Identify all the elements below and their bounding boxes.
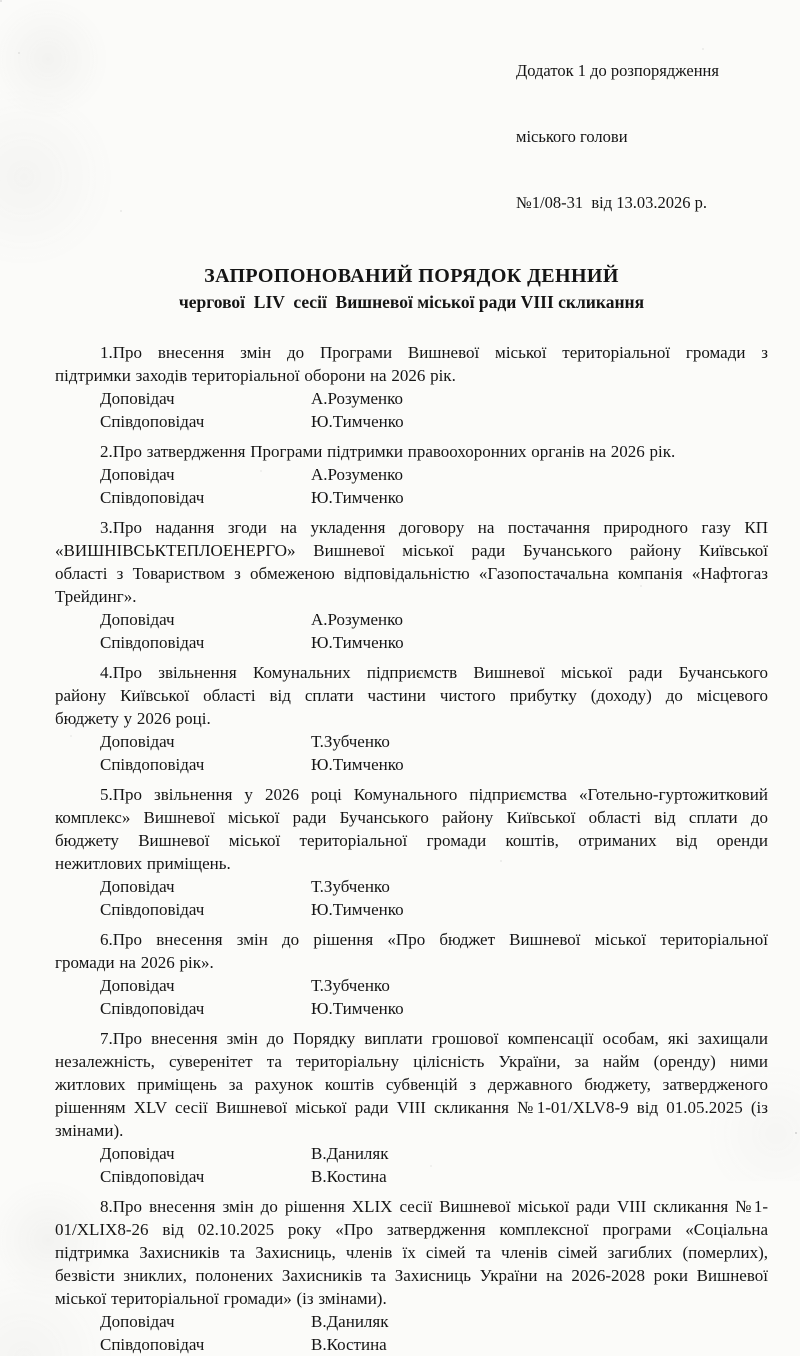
co-reporter-label: Співдоповідач: [100, 1167, 205, 1186]
reporter-name: А.Розуменко: [311, 389, 403, 408]
agenda-item-text-line: Трейдинг».: [55, 587, 137, 606]
agenda-item-text: [55, 661, 768, 730]
reporter-row: [100, 1142, 768, 1165]
agenda-item-4: [55, 661, 768, 776]
agenda-item-5: [55, 783, 768, 921]
agenda-item-text-line: області з Товариством з обмеженою відповідальністю «Газопостачальна компанія «Нафтогаз: [55, 564, 768, 583]
co-reporter-row: [100, 1165, 768, 1188]
agenda-item-text-line: підтримки заходів територіальної оборони на 2026 рік.: [55, 366, 456, 385]
co-reporter-row: [100, 753, 768, 776]
agenda-item-text-line: 7.Про внесення змін до Порядку виплати грошової компенсації особам, які захищали: [100, 1029, 768, 1048]
agenda-item-text: [55, 928, 768, 974]
agenda-item-text-line: 1.Про внесення змін до Програми Вишневої міської територіальної громади з: [100, 343, 768, 362]
co-reporter-row: [100, 997, 768, 1020]
reporter-label: Доповідач: [100, 465, 175, 484]
co-reporter-label: Співдоповідач: [100, 633, 205, 652]
co-reporter-row: [100, 898, 768, 921]
agenda-item-text-line: району Київської області від сплати частини чистого прибутку (доходу) до місцевого: [55, 686, 768, 705]
reporter-label: Доповідач: [100, 389, 175, 408]
reporter-label: Доповідач: [100, 976, 175, 995]
co-reporter-name: В.Костина: [311, 1335, 387, 1354]
agenda-item-text-line: 4.Про звільнення Комунальних підприємств Вишневої міської ради Бучанського: [100, 663, 768, 682]
reporter-row: [100, 875, 768, 898]
agenda-item-text-line: 8.Про внесення змін до рішення XLIX сесії Вишневої міської ради VIII скликання №1-: [100, 1197, 768, 1216]
co-reporter-name: Ю.Тимченко: [311, 755, 404, 774]
annex-note-line: міського голови: [516, 127, 628, 146]
agenda-item-text-line: 6.Про внесення змін до рішення «Про бюджет Вишневої міської територіальної: [100, 930, 768, 949]
co-reporter-name: Ю.Тимченко: [311, 633, 404, 652]
co-reporter-label: Співдоповідач: [100, 999, 205, 1018]
co-reporter-label: Співдоповідач: [100, 412, 205, 431]
reporter-row: [100, 1310, 768, 1333]
agenda-item-text-line: нежитлових приміщень.: [55, 854, 231, 873]
agenda-item-8: [55, 1195, 768, 1356]
co-reporter-row: [100, 631, 768, 654]
agenda-item-6: [55, 928, 768, 1020]
agenda-item-text-line: змінами).: [55, 1121, 124, 1140]
agenda-item-text: [55, 783, 768, 875]
agenda-item-text-line: рішенням XLV сесії Вишневої міської ради VIII скликання №1-01/XLV8-9 від 01.05.2025 (із: [55, 1098, 768, 1117]
reporter-name: Т.Зубченко: [311, 732, 390, 751]
reporter-row: [100, 608, 768, 631]
co-reporter-row: [100, 410, 768, 433]
agenda-items: [55, 341, 768, 1356]
co-reporter-name: В.Костина: [311, 1167, 387, 1186]
agenda-item-text-line: незалежність, суверенітет та територіальну цілісність України, за найм (оренду) ними: [55, 1052, 768, 1071]
co-reporter-label: Співдоповідач: [100, 488, 205, 507]
agenda-item-text-line: бюджету у 2026 році.: [55, 709, 211, 728]
annex-note: [516, 16, 771, 258]
reporter-row: [100, 730, 768, 753]
agenda-item-text-line: 3.Про надання згоди на укладення договору на постачання природного газу КП: [100, 518, 768, 537]
reporter-label: Доповідач: [100, 610, 175, 629]
agenda-item-text: [55, 516, 768, 608]
agenda-item-text-line: 01/XLIX8-26 від 02.10.2025 року «Про затвердження комплексної програми «Соціальна: [55, 1220, 768, 1239]
agenda-item-text: [55, 1027, 768, 1142]
reporter-row: [100, 974, 768, 997]
reporter-row: [100, 387, 768, 410]
agenda-item-text: [55, 341, 768, 387]
reporter-label: Доповідач: [100, 877, 175, 896]
agenda-item-text: [55, 1195, 768, 1310]
reporter-label: Доповідач: [100, 1312, 175, 1331]
agenda-item-text-line: підтримка Захисників та Захисниць, членів їх сімей та членів сімей загиблих (померлих),: [55, 1243, 768, 1262]
page-subtitle: чергової LIV сесії Вишневої міської ради VIII скликання: [178, 292, 645, 312]
co-reporter-name: Ю.Тимченко: [311, 999, 404, 1018]
page-title: ЗАПРОПОНОВАНИЙ ПОРЯДОК ДЕННИЙ: [204, 265, 619, 287]
reporter-row: [100, 463, 768, 486]
co-reporter-name: Ю.Тимченко: [311, 488, 404, 507]
reporter-name: В.Даниляк: [311, 1312, 389, 1331]
reporter-name: А.Розуменко: [311, 610, 403, 629]
reporter-label: Доповідач: [100, 1144, 175, 1163]
agenda-item-text-line: міської територіальної громади» (із змінами).: [55, 1289, 387, 1308]
co-reporter-label: Співдоповідач: [100, 900, 205, 919]
agenda-item-7: [55, 1027, 768, 1188]
agenda-item-text-line: бюджету Вишневої міської територіальної громади коштів, отриманих від оренди: [55, 831, 768, 850]
annex-note-line: Додаток 1 до розпорядження: [516, 61, 719, 80]
co-reporter-label: Співдоповідач: [100, 755, 205, 774]
reporter-name: В.Даниляк: [311, 1144, 389, 1163]
agenda-item-text: [55, 440, 768, 463]
agenda-item-text-line: житлових приміщень за рахунок коштів субвенцій з державного бюджету, затвердженого: [55, 1075, 768, 1094]
reporter-label: Доповідач: [100, 732, 175, 751]
agenda-item-text-line: комплекс» Вишневої міської ради Бучанського району Київської області від сплати до: [55, 808, 768, 827]
annex-note-line: №1/08-31 від 13.03.2026 р.: [516, 193, 707, 212]
co-reporter-row: [100, 1333, 768, 1356]
co-reporter-label: Співдоповідач: [100, 1335, 205, 1354]
co-reporter-name: Ю.Тимченко: [311, 412, 404, 431]
agenda-item-text-line: 2.Про затвердження Програми підтримки правоохоронних органів на 2026 рік.: [100, 442, 676, 461]
agenda-item-text-line: безвісти зниклих, полонених Захисників та Захисниць України на 2026-2028 роки Вишневої: [55, 1266, 768, 1285]
agenda-item-text-line: «ВИШНІВСЬКТЕПЛОЕНЕРГО» Вишневої міської ради Бучанського району Київської: [55, 541, 768, 560]
reporter-name: Т.Зубченко: [311, 877, 390, 896]
agenda-item-text-line: громади на 2026 рік».: [55, 953, 214, 972]
agenda-item-text-line: 5.Про звільнення у 2026 році Комунального підприємства «Готельно-гуртожитковий: [100, 785, 768, 804]
co-reporter-name: Ю.Тимченко: [311, 900, 404, 919]
reporter-name: А.Розуменко: [311, 465, 403, 484]
reporter-name: Т.Зубченко: [311, 976, 390, 995]
agenda-item-2: [55, 440, 768, 509]
agenda-item-3: [55, 516, 768, 654]
co-reporter-row: [100, 486, 768, 509]
agenda-item-1: [55, 341, 768, 433]
